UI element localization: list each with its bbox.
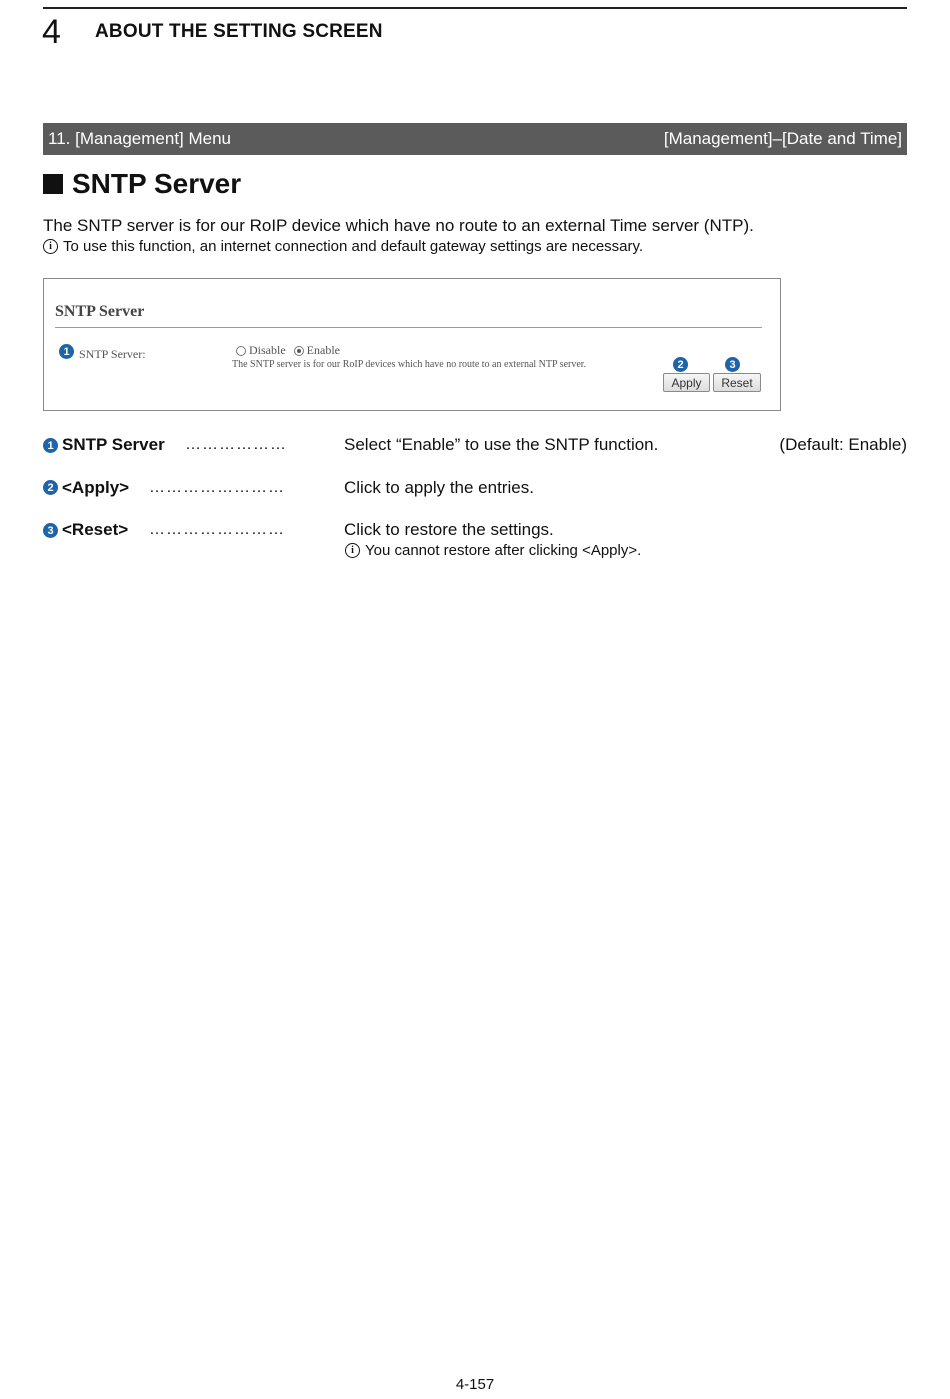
item-3-note-text: You cannot restore after clicking <Apply>. — [365, 542, 642, 559]
intro-note-text: To use this function, an internet connection and default gateway settings are necessary. — [63, 238, 644, 255]
screenshot-divider — [55, 327, 762, 328]
sntp-radio-group — [236, 343, 340, 358]
item-1-desc: Select “Enable” to use the SNTP function. — [344, 435, 659, 454]
item-3-note — [345, 542, 641, 559]
item-1-dots: ……………… — [185, 436, 287, 453]
callout-badge-2: 2 — [673, 357, 688, 372]
section-bar-right: [Management]–[Date and Time] — [663, 129, 902, 148]
screenshot-title: SNTP Server — [55, 303, 145, 320]
info-icon: i — [345, 543, 360, 558]
radio-enable-label: Enable — [306, 343, 340, 357]
square-bullet-icon — [43, 174, 63, 194]
item-2-dots: …………………… — [149, 479, 285, 496]
intro-note — [43, 238, 643, 255]
callout-badge-3: 3 — [725, 357, 740, 372]
heading-text: SNTP Server — [72, 168, 242, 199]
item-1-badge: 1 — [43, 438, 58, 453]
section-bar — [43, 123, 907, 155]
settings-screenshot — [43, 278, 781, 411]
sntp-description: The SNTP server is for our RoIP devices which have no route to an external NTP server. — [232, 359, 587, 370]
item-2-title: <Apply> — [62, 478, 130, 497]
reset-button[interactable]: Reset — [713, 373, 761, 392]
item-3-badge: 3 — [43, 523, 58, 538]
chapter-title: ABOUT THE SETTING SCREEN — [95, 21, 383, 42]
section-bar-left: 11. [Management] Menu — [48, 129, 232, 148]
item-2-desc: Click to apply the entries. — [344, 478, 534, 497]
item-1-default: (Default: Enable) — [779, 435, 907, 454]
chapter-number: 4 — [42, 13, 61, 51]
header-rule — [43, 7, 907, 9]
item-3-title: <Reset> — [62, 520, 129, 539]
sntp-server-label: SNTP Server: — [79, 347, 146, 361]
intro-text: The SNTP server is for our RoIP device which have no route to an external Time server (NTP). — [43, 216, 754, 235]
item-3-desc: Click to restore the settings. — [344, 520, 554, 539]
item-1-title: SNTP Server — [62, 435, 165, 454]
section-heading — [43, 168, 241, 200]
item-3-dots: …………………… — [149, 521, 285, 538]
item-2-badge: 2 — [43, 480, 58, 495]
radio-disable-label: Disable — [249, 343, 286, 357]
info-icon: i — [43, 239, 58, 254]
radio-enable[interactable] — [294, 346, 304, 356]
radio-disable[interactable] — [236, 346, 246, 356]
page-number: 4-157 — [455, 1376, 495, 1393]
apply-button[interactable]: Apply — [663, 373, 710, 392]
callout-badge-1: 1 — [59, 344, 74, 359]
